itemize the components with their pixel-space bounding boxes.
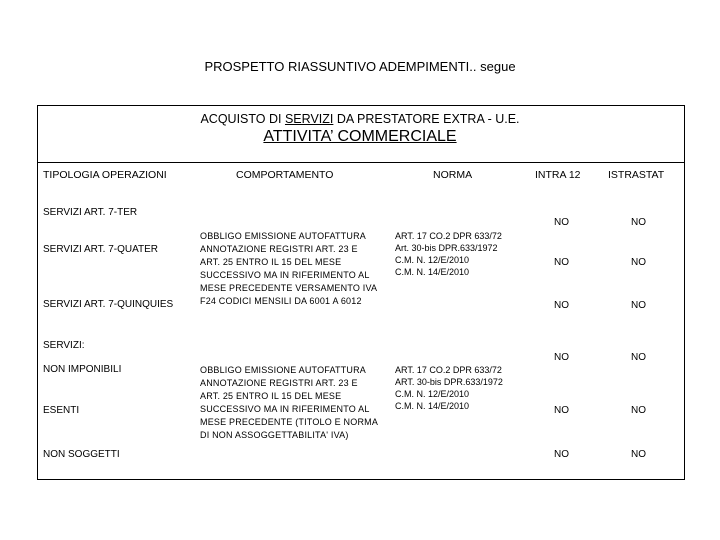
operation-label: NON IMPONIBILI (43, 364, 122, 375)
text-line: OBBLIGO EMISSIONE AUTOFATTURA (200, 231, 366, 241)
text-line: ANNOTAZIONE REGISTRI ART. 23 E (200, 244, 358, 254)
text-line: OBBLIGO EMISSIONE AUTOFATTURA (200, 365, 366, 375)
comportamento-text (200, 364, 378, 442)
column-header-intra: INTRA 12 (535, 169, 581, 181)
text-line: ART. 25 ENTRO IL 15 DEL MESE (200, 257, 342, 267)
intra-value: NO (554, 405, 569, 416)
intra-value: NO (554, 300, 569, 311)
text-line: DI NON ASSOGGETTABILITA' IVA) (200, 430, 349, 440)
operation-label: SERVIZI: (43, 340, 85, 351)
header-subtitle-part: ACQUISTO DI (200, 112, 285, 126)
text-line: ART. 25 ENTRO IL 15 DEL MESE (200, 391, 342, 401)
istrastat-value: NO (631, 300, 646, 311)
text-line: ART. 17 CO.2 DPR 633/72 (395, 231, 502, 241)
column-header-istrastat: ISTRASTAT (608, 169, 665, 181)
istrastat-value: NO (631, 449, 646, 460)
header-title: ATTIVITA’ COMMERCIALE (263, 128, 457, 145)
norma-text (395, 364, 503, 412)
text-line: C.M. N. 12/E/2010 (395, 389, 470, 399)
text-line: MESE PRECEDENTE (TITOLO E NORMA (200, 417, 379, 427)
header-subtitle (0, 112, 720, 126)
istrastat-value: NO (631, 405, 646, 416)
operation-label: SERVIZI ART. 7-TER (43, 207, 138, 218)
operation-label: SERVIZI ART. 7-QUATER (43, 244, 159, 255)
text-line: F24 CODICI MENSILI DA 6001 A 6012 (200, 296, 362, 306)
intra-value: NO (554, 449, 569, 460)
text-line: C.M. N. 14/E/2010 (395, 401, 470, 411)
page-title: PROSPETTO RIASSUNTIVO ADEMPIMENTI.. segue (204, 59, 516, 74)
text-line: Art. 30-bis DPR.633/1972 (395, 243, 498, 253)
header-subtitle-underlined: SERVIZI (284, 112, 334, 126)
istrastat-value: NO (631, 352, 646, 363)
text-line: ART. 17 CO.2 DPR 633/72 (395, 365, 502, 375)
column-header-norma: NORMA (433, 169, 473, 181)
column-header-comportamento: COMPORTAMENTO (236, 169, 334, 181)
operation-label: ESENTI (43, 405, 80, 416)
operation-label: NON SOGGETTI (43, 449, 120, 460)
istrastat-value: NO (631, 217, 646, 228)
istrastat-value: NO (631, 257, 646, 268)
intra-value: NO (554, 352, 569, 363)
text-line: SUCCESSIVO MA IN RIFERIMENTO AL (200, 270, 370, 280)
text-line: SUCCESSIVO MA IN RIFERIMENTO AL (200, 404, 370, 414)
column-header-tipologia: TIPOLOGIA OPERAZIONI (43, 169, 167, 181)
text-line: MESE PRECEDENTE VERSAMENTO IVA (200, 283, 378, 293)
intra-value: NO (554, 257, 569, 268)
text-line: C.M. N. 12/E/2010 (395, 255, 470, 265)
norma-text (395, 230, 502, 278)
comportamento-text (200, 230, 377, 308)
text-line: ART. 30-bis DPR.633/1972 (395, 377, 503, 387)
operation-label: SERVIZI ART. 7-QUINQUIES (43, 299, 174, 310)
intra-value: NO (554, 217, 569, 228)
text-line: C.M. N. 14/E/2010 (395, 267, 470, 277)
header-subtitle-part: DA PRESTATORE EXTRA - U.E. (333, 112, 520, 126)
text-line: ANNOTAZIONE REGISTRI ART. 23 E (200, 378, 358, 388)
